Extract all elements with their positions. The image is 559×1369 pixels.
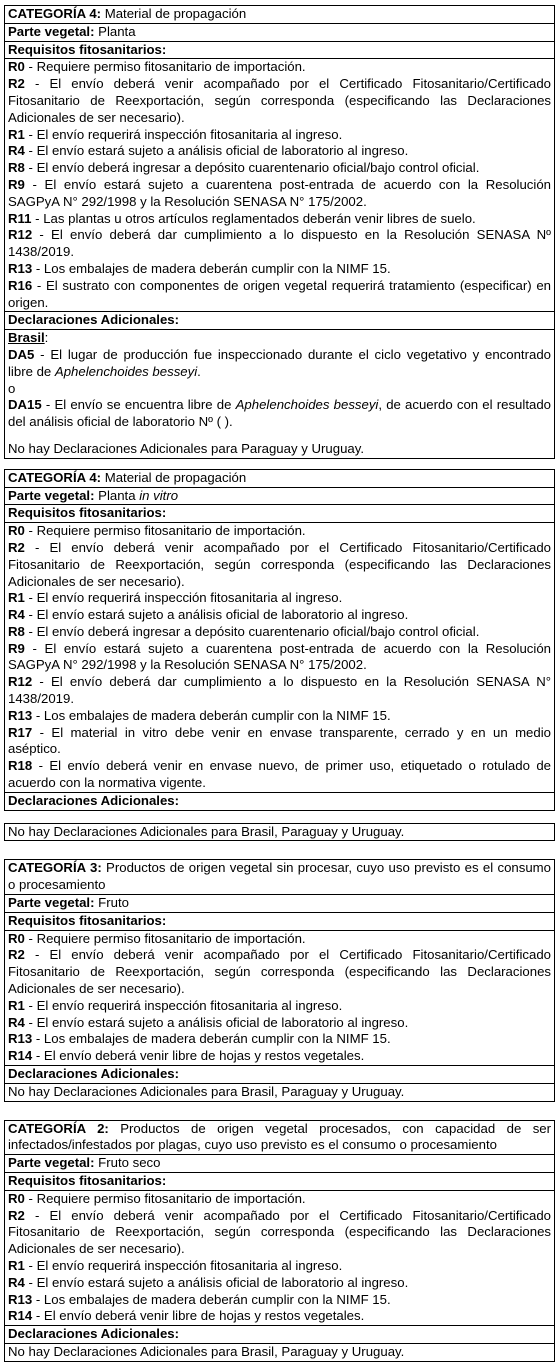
requirement-item: R0 - Requiere permiso fitosanitario de importación.	[8, 1190, 306, 1206]
country-brasil: Brasil	[8, 330, 45, 346]
plant-part-cell: Parte vegetal: Planta in vitro	[5, 487, 555, 505]
requirement-item: R0 - Requiere permiso fitosanitario de importación.	[8, 59, 306, 75]
or-separator: o	[8, 380, 16, 396]
requirement-item: R18 - El envío deberá venir en envase nuevo, de primer uso, etiquetado o rotulado de acuerdo con la normativa vigente.	[8, 758, 551, 791]
requirement-item: R8 - El envío deberá ingresar a depósito cuarentenario oficial/bajo control oficial.	[8, 623, 480, 639]
requirement-item: R1 - El envío requerirá inspección fitosanitaria al ingreso.	[8, 126, 343, 142]
requirements-list	[5, 1190, 555, 1325]
plant-part-cell: Parte vegetal: Fruto	[5, 895, 555, 913]
requirement-item: R14 - El envío deberá venir libre de hojas y restos vegetales.	[8, 1048, 365, 1064]
requirement-item: R14 - El envío deberá venir libre de hojas y restos vegetales.	[8, 1308, 365, 1324]
requirements-header: Requisitos fitosanitarios:	[5, 1173, 555, 1191]
requirements-list	[5, 523, 555, 793]
category-cell: CATEGORÍA 3: Productos de origen vegetal sin procesar, cuyo uso previsto es el consumo o procesamiento	[5, 860, 555, 895]
no-declarations-table	[4, 823, 555, 842]
requirement-item: R16 - El sustrato con componentes de origen vegetal requerirá tratamiento (especificar) en origen.	[8, 277, 551, 310]
category-4-in-vitro-table	[4, 469, 555, 811]
requirement-item: R4 - El envío estará sujeto a análisis oficial de laboratorio al ingreso.	[8, 607, 409, 623]
requirement-item: R4 - El envío estará sujeto a análisis oficial de laboratorio al ingreso.	[8, 1274, 409, 1290]
requirement-item: R2 - El envío deberá venir acompañado por el Certificado Fitosanitario/Certificado Fitosanitario de Reexportación, según corresponda (especificando las Declaraciones Adicionales de ser necesario).	[8, 1207, 551, 1257]
requirement-item: R1 - El envío requerirá inspección fitosanitaria al ingreso.	[8, 997, 343, 1013]
requirement-item: R12 - El envío deberá dar cumplimiento a lo dispuesto en la Resolución SENASA N° 1438/2019.	[8, 674, 551, 707]
requirement-item: R2 - El envío deberá venir acompañado por el Certificado Fitosanitario/Certificado Fitosanitario de Reexportación, según corresponda (especificando las Declaraciones Adicionales de ser necesario).	[8, 76, 551, 125]
additional-declarations-header: Declaraciones Adicionales:	[5, 1326, 555, 1344]
category-text: Material de propagación	[101, 6, 247, 21]
additional-declarations-body	[5, 330, 555, 459]
requirement-item: R1 - El envío requerirá inspección fitosanitaria al ingreso.	[8, 1257, 343, 1273]
requirement-item: R13 - Los embalajes de madera deberán cumplir con la NIMF 15.	[8, 1031, 391, 1047]
requirement-item: R0 - Requiere permiso fitosanitario de importación.	[8, 523, 306, 539]
requirement-item: R2 - El envío deberá venir acompañado por el Certificado Fitosanitario/Certificado Fitosanitario de Reexportación, según corresponda (especificando las Declaraciones Adicionales de ser necesario).	[8, 539, 551, 589]
country-line: Brasil:	[8, 330, 49, 346]
category-2-fruto-seco-table	[4, 1120, 555, 1362]
no-declarations-note: No hay Declaraciones Adicionales para Brasil, Paraguay y Uruguay.	[5, 1343, 555, 1361]
category-cell: CATEGORÍA 4: Material de propagación	[5, 469, 555, 487]
requirement-item: R13 - Los embalajes de madera deberán cumplir con la NIMF 15.	[8, 1291, 391, 1307]
requirement-item: R9 - El envío estará sujeto a cuarentena post-entrada de acuerdo con la Resolución SAGPyA N° 292/1998 y la Resolución SENASA N° 175/2002.	[8, 176, 551, 209]
no-declarations-note: No hay Declaraciones Adicionales para Brasil, Paraguay y Uruguay.	[5, 1083, 555, 1101]
plant-part-text: Planta	[94, 23, 136, 39]
plant-part-label: Parte vegetal:	[8, 23, 95, 39]
requirement-item: R11 - Las plantas u otros artículos reglamentados deberán venir libres de suelo.	[8, 210, 476, 226]
requirement-item: R1 - El envío requerirá inspección fitosanitaria al ingreso.	[8, 590, 343, 606]
requirement-item: R13 - Los embalajes de madera deberán cumplir con la NIMF 15.	[8, 707, 391, 723]
additional-declarations-header: Declaraciones Adicionales:	[5, 312, 555, 330]
additional-declarations-header: Declaraciones Adicionales:	[5, 1066, 555, 1084]
category-cell	[5, 6, 555, 24]
requirements-list	[5, 59, 555, 312]
requirements-header: Requisitos fitosanitarios:	[5, 41, 555, 59]
requirement-item: R12 - El envío deberá dar cumplimiento a lo dispuesto en la Resolución SENASA Nº 1438/2019.	[8, 227, 551, 260]
plant-part-cell	[5, 23, 555, 41]
plant-part-cell: Parte vegetal: Fruto seco	[5, 1155, 555, 1173]
requirement-item: R2 - El envío deberá venir acompañado por el Certificado Fitosanitario/Certificado Fitosanitario de Reexportación, según corresponda (especificando las Declaraciones Adicionales de ser necesario).	[8, 947, 551, 997]
requirement-item: R4 - El envío estará sujeto a análisis oficial de laboratorio al ingreso.	[8, 143, 409, 159]
requirement-item: R8 - El envío deberá ingresar a depósito cuarentenario oficial/bajo control oficial.	[8, 160, 480, 176]
declaration-da5: DA5 - El lugar de producción fue inspeccionado durante el ciclo vegetativo y encontrado libre de Aphelenchoides besseyi.	[8, 346, 551, 379]
requirement-item: R17 - El material in vitro debe venir en envase transparente, cerrado y en un medio aséptico.	[8, 724, 551, 757]
category-cell: CATEGORÍA 2: Productos de origen vegetal procesados, con capacidad de ser infectados/infestados por plagas, cuyo uso previsto es el consumo o procesamiento	[5, 1120, 555, 1155]
category-3-fruto-table	[4, 859, 555, 1101]
additional-declarations-header: Declaraciones Adicionales:	[5, 792, 555, 810]
requirements-header: Requisitos fitosanitarios:	[5, 912, 555, 930]
category-label: CATEGORÍA 4:	[8, 6, 102, 21]
requirements-list	[5, 930, 555, 1065]
requirement-item: R13 - Los embalajes de madera deberán cumplir con la NIMF 15.	[8, 260, 391, 276]
no-declarations-note: No hay Declaraciones Adicionales para Paraguay y Uruguay.	[8, 440, 365, 456]
requirement-item: R0 - Requiere permiso fitosanitario de importación.	[8, 930, 306, 946]
declaration-da15: DA15 - El envío se encuentra libre de Aphelenchoides besseyi, de acuerdo con el resultado del análisis oficial de laboratorio Nº ( ).	[8, 397, 551, 430]
requirements-header: Requisitos fitosanitarios:	[5, 505, 555, 523]
requirement-item: R9 - El envío estará sujeto a cuarentena post-entrada de acuerdo con la Resolución SAGPyA N° 292/1998 y la Resolución SENASA N° 175/2002.	[8, 640, 551, 673]
requirement-item: R4 - El envío estará sujeto a análisis oficial de laboratorio al ingreso.	[8, 1014, 409, 1030]
no-declarations-note: No hay Declaraciones Adicionales para Brasil, Paraguay y Uruguay.	[5, 823, 555, 841]
category-4-planta-table	[4, 5, 555, 459]
